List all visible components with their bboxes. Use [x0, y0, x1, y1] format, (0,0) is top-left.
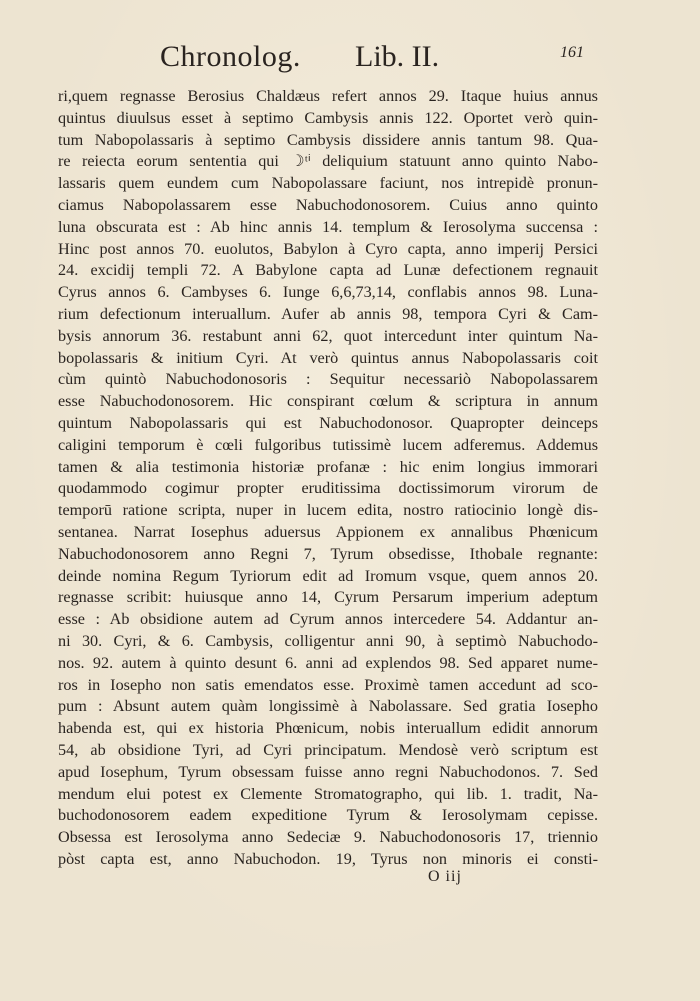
text-line: deinde nomina Regum Tyriorum edit ad Iromum vsque, quem annos 20. [58, 566, 598, 585]
text-line: sentanea. Narrat Iosephus aduersus Appionem ex annalibus Phœnicum [58, 522, 598, 541]
text-line: regnasse scribit: huiusque anno 14, Cyrum Persarum imperium adeptum [58, 588, 598, 607]
signature-mark: O iij [428, 868, 462, 885]
text-line: rium defectionum interuallum. Aufer ab annis 98, tempora Cyri & Cam- [58, 304, 598, 323]
text-line: ni 30. Cyri, & 6. Cambysis, colligentur anni 90, à septimò Nabuchodo- [58, 631, 598, 650]
text-line: bysis annorum 36. restabunt anni 62, quot intercedunt inter quintum Na- [58, 326, 598, 345]
text-line: lassaris quem eundem cum Nabopolassare faciunt, nos intrepidè pronun- [58, 174, 598, 193]
text-line: nos. 92. autem à quinto desunt 6. anni ad explendos 98. Sed apparet nume- [58, 653, 598, 672]
text-line: ros in Iosepho non satis emendatos esse. Proximè tamen accedunt ad sco- [58, 675, 598, 694]
text-line: Hinc post annos 70. euolutos, Babylon à Cyro capta, anno imperij Persici [58, 239, 598, 258]
text-line: mendum elui potest ex Clemente Stromatographo, qui lib. 1. tradit, Na- [58, 784, 598, 803]
text-line: habenda est, qui ex historia Phœnicum, nobis interuallum edidit annorum [58, 719, 598, 738]
text-line: tum Nabopolassaris à septimo Cambysis dissidere annis tantum 98. Qua- [58, 130, 598, 149]
text-line: quintum Nabopolassaris qui est Nabuchodonosor. Quapropter deinceps [58, 413, 598, 432]
text-line: Obsessa est Ierosolyma anno Sedeciæ 9. Nabuchodonosoris 17, triennio [58, 828, 598, 847]
body-text [58, 86, 598, 871]
text-line: luna obscurata est : Ab hinc annis 14. templum & Ierosolyma succensa : [58, 217, 598, 236]
book-label: Lib. II. [355, 40, 440, 73]
text-line: pum : Absunt autem quàm longissimè à Nabolassare. Sed gratia Iosepho [58, 697, 598, 716]
text-line: apud Iosephum, Tyrum obsessam fuisse anno regni Nabuchodonos. 7. Sed [58, 762, 598, 781]
text-line: tamen & alia testimonia historiæ profanæ : hic enim longius immorari [58, 457, 598, 476]
text-line: ciamus Nabopolassarem esse Nabuchodonosorem. Cuius anno quinto [58, 195, 598, 214]
text-line: cùm quintò Nabuchodonosoris : Sequitur necessariò Nabopolassarem [58, 370, 598, 389]
text-line: buchodonosorem eadem expeditione Tyrum & Ierosolymam cepisse. [58, 806, 598, 825]
text-line: ri,quem regnasse Berosius Chaldæus refert annos 29. Itaque huius annus [58, 87, 598, 105]
text-line: temporū ratione scripta, nuper in lucem edita, nostro ratiocinio longè dis- [58, 501, 598, 520]
text-line: quintus diuulsus esset à septimo Cambysis annis 122. Oportet verò quin- [58, 108, 598, 127]
text-line: Cyrus annos 6. Cambyses 6. Iunge 6,6,73,14, conflabis annos 98. Luna- [58, 283, 598, 302]
text-line: esse : Ab obsidione autem ad Cyrum annos intercedere 54. Addantur an- [58, 610, 598, 629]
running-title: Chronolog. [160, 40, 301, 73]
text-line: pòst capta est, anno Nabuchodon. 19, Tyrus non minoris ei consti- [58, 849, 598, 868]
text-line: bopolassaris & initium Cyri. At verò quintus annus Nabopolassaris coit [58, 348, 598, 367]
page-number: 161 [560, 44, 584, 61]
text-line: 24. excidij templi 72. A Babylone capta ad Lunæ defectionem regnauit [58, 261, 598, 280]
text-line: 54, ab obsidione Tyri, ad Cyri principatum. Mendosè verò scriptum est [58, 740, 598, 759]
text-line: quodammodo cogimur propter eruditissima doctissimorum virorum de [58, 479, 598, 498]
text-line: re reiecta eorum sententia qui ☽ᵗⁱ deliquium statuunt anno quinto Nabo- [58, 152, 598, 171]
text-line: esse Nabuchodonosorem. Hic conspirant cœlum & scriptura in annum [58, 392, 598, 411]
text-line: caligini temporum è cœli fulgoribus tutissimè lucem adferemus. Addemus [58, 435, 598, 454]
page-header [0, 40, 700, 84]
text-line: Nabuchodonosorem anno Regni 7, Tyrum obsedisse, Ithobale regnante: [58, 544, 598, 563]
